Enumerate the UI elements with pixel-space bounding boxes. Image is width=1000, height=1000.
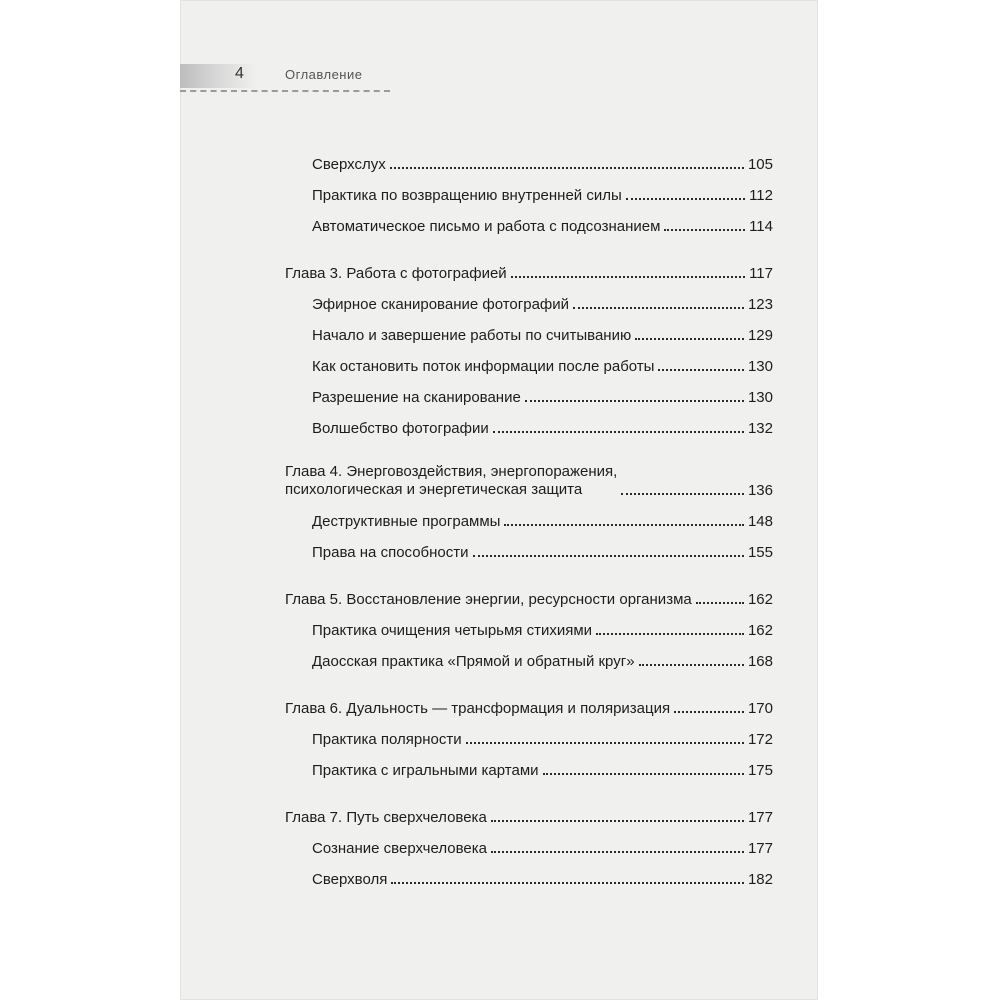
toc-chapter-page: 170: [747, 700, 773, 717]
dot-leader: [525, 400, 744, 402]
dot-leader: [635, 338, 744, 340]
dot-leader: [511, 276, 745, 278]
toc-entry[interactable]: [285, 826, 773, 857]
toc-entry[interactable]: [285, 608, 773, 639]
toc-entry[interactable]: [285, 530, 773, 561]
toc-chapter-entry[interactable]: [285, 795, 773, 826]
toc-entry-title: Разрешение на сканирование: [312, 389, 521, 406]
toc-entry[interactable]: [285, 717, 773, 748]
dot-leader: [466, 742, 744, 744]
toc-group-chapter-7: [285, 795, 773, 888]
dot-leader: [390, 167, 744, 169]
toc-group-chapter-4: [285, 453, 773, 561]
toc-entry[interactable]: [285, 282, 773, 313]
toc-chapter-title: Глава 6. Дуальность — трансформация и поляризация: [285, 700, 671, 717]
toc-entry-page: 123: [747, 296, 773, 313]
toc-entry-page: 172: [747, 731, 773, 748]
toc-entry[interactable]: [285, 499, 773, 530]
toc-entry-page: 129: [747, 327, 773, 344]
dot-leader: [696, 602, 744, 604]
running-title: Оглавление: [285, 67, 363, 82]
toc-group-chapter-5: [285, 577, 773, 670]
dot-leader: [674, 711, 744, 713]
dot-leader: [596, 633, 744, 635]
toc-chapter-title-line2: психологическая и энергетическая защита: [285, 481, 583, 498]
toc-chapter-title-line1: Глава 4. Энерговоздействия, энергопоражения,: [285, 463, 618, 480]
dot-leader: [664, 229, 745, 231]
header-dashed-rule: [180, 90, 390, 92]
toc-entry-title: Сверхслух: [312, 156, 386, 173]
toc-entry[interactable]: [285, 344, 773, 375]
toc-entry-page: 112: [749, 187, 773, 204]
toc-entry-title: Практика с игральными картами: [312, 762, 539, 779]
toc-entry-title: Эфирное сканирование фотографий: [312, 296, 570, 313]
dot-leader: [658, 369, 744, 371]
page-header: [180, 62, 390, 92]
toc-entry-page: 168: [747, 653, 773, 670]
dot-leader: [491, 851, 744, 853]
toc-entry-title: Как остановить поток информации после работы: [312, 358, 655, 375]
toc-chapter-title: [285, 463, 617, 499]
toc-chapter-entry[interactable]: [285, 577, 773, 608]
dot-leader: [473, 555, 744, 557]
toc-chapter-page: 117: [749, 265, 773, 282]
dot-leader: [543, 773, 744, 775]
toc-entry-title: Права на способности: [312, 544, 469, 561]
header-gradient-bar: [180, 64, 256, 88]
dot-leader: [626, 198, 745, 200]
toc-chapter-entry[interactable]: [285, 453, 773, 499]
toc-group-chapter-6: [285, 686, 773, 779]
toc-entry-title: Даосская практика «Прямой и обратный круг»: [312, 653, 635, 670]
toc-entry-page: 132: [747, 420, 773, 437]
toc-chapter-title: Глава 7. Путь сверхчеловека: [285, 809, 487, 826]
toc-group-chapter-2-continued: [285, 142, 773, 235]
toc-entry[interactable]: [285, 406, 773, 437]
toc-group-chapter-3: [285, 251, 773, 437]
toc-entry-page: 148: [747, 513, 773, 530]
dot-leader: [621, 493, 744, 495]
table-of-contents: [285, 142, 773, 904]
toc-entry-page: 175: [747, 762, 773, 779]
dot-leader: [639, 664, 744, 666]
toc-entry-title: Практика полярности: [312, 731, 462, 748]
toc-entry-page: 114: [749, 218, 773, 235]
toc-entry[interactable]: [285, 639, 773, 670]
toc-entry-title: Практика очищения четырьмя стихиями: [312, 622, 593, 639]
toc-entry-title: Сознание сверхчеловека: [312, 840, 487, 857]
toc-entry[interactable]: [285, 375, 773, 406]
toc-chapter-page: 136: [747, 482, 773, 499]
toc-chapter-entry[interactable]: [285, 686, 773, 717]
toc-entry-title: Практика по возвращению внутренней силы: [312, 187, 622, 204]
toc-entry-title: Начало и завершение работы по считыванию: [312, 327, 632, 344]
toc-entry[interactable]: [285, 173, 773, 204]
dot-leader: [491, 820, 744, 822]
dot-leader: [504, 524, 744, 526]
toc-chapter-title: Глава 5. Восстановление энергии, ресурсности организма: [285, 591, 692, 608]
toc-chapter-entry[interactable]: [285, 251, 773, 282]
dot-leader: [573, 307, 744, 309]
toc-entry-title: Автоматическое письмо и работа с подсознанием: [312, 218, 661, 235]
toc-entry[interactable]: [285, 748, 773, 779]
toc-chapter-title: Глава 3. Работа с фотографией: [285, 265, 507, 282]
toc-entry[interactable]: [285, 857, 773, 888]
toc-chapter-page: 177: [747, 809, 773, 826]
dot-leader: [493, 431, 744, 433]
toc-entry[interactable]: [285, 142, 773, 173]
toc-entry-page: 177: [747, 840, 773, 857]
toc-entry-title: Деструктивные программы: [312, 513, 501, 530]
toc-entry-page: 162: [747, 622, 773, 639]
toc-entry[interactable]: [285, 313, 773, 344]
toc-entry-title: Сверхволя: [312, 871, 388, 888]
toc-entry-page: 130: [747, 389, 773, 406]
dot-leader: [391, 882, 744, 884]
page-number: 4: [235, 65, 244, 82]
toc-entry[interactable]: [285, 204, 773, 235]
toc-entry-page: 155: [747, 544, 773, 561]
toc-entry-page: 130: [747, 358, 773, 375]
toc-chapter-page: 162: [747, 591, 773, 608]
toc-entry-page: 182: [747, 871, 773, 888]
toc-entry-page: 105: [747, 156, 773, 173]
toc-entry-title: Волшебство фотографии: [312, 420, 489, 437]
